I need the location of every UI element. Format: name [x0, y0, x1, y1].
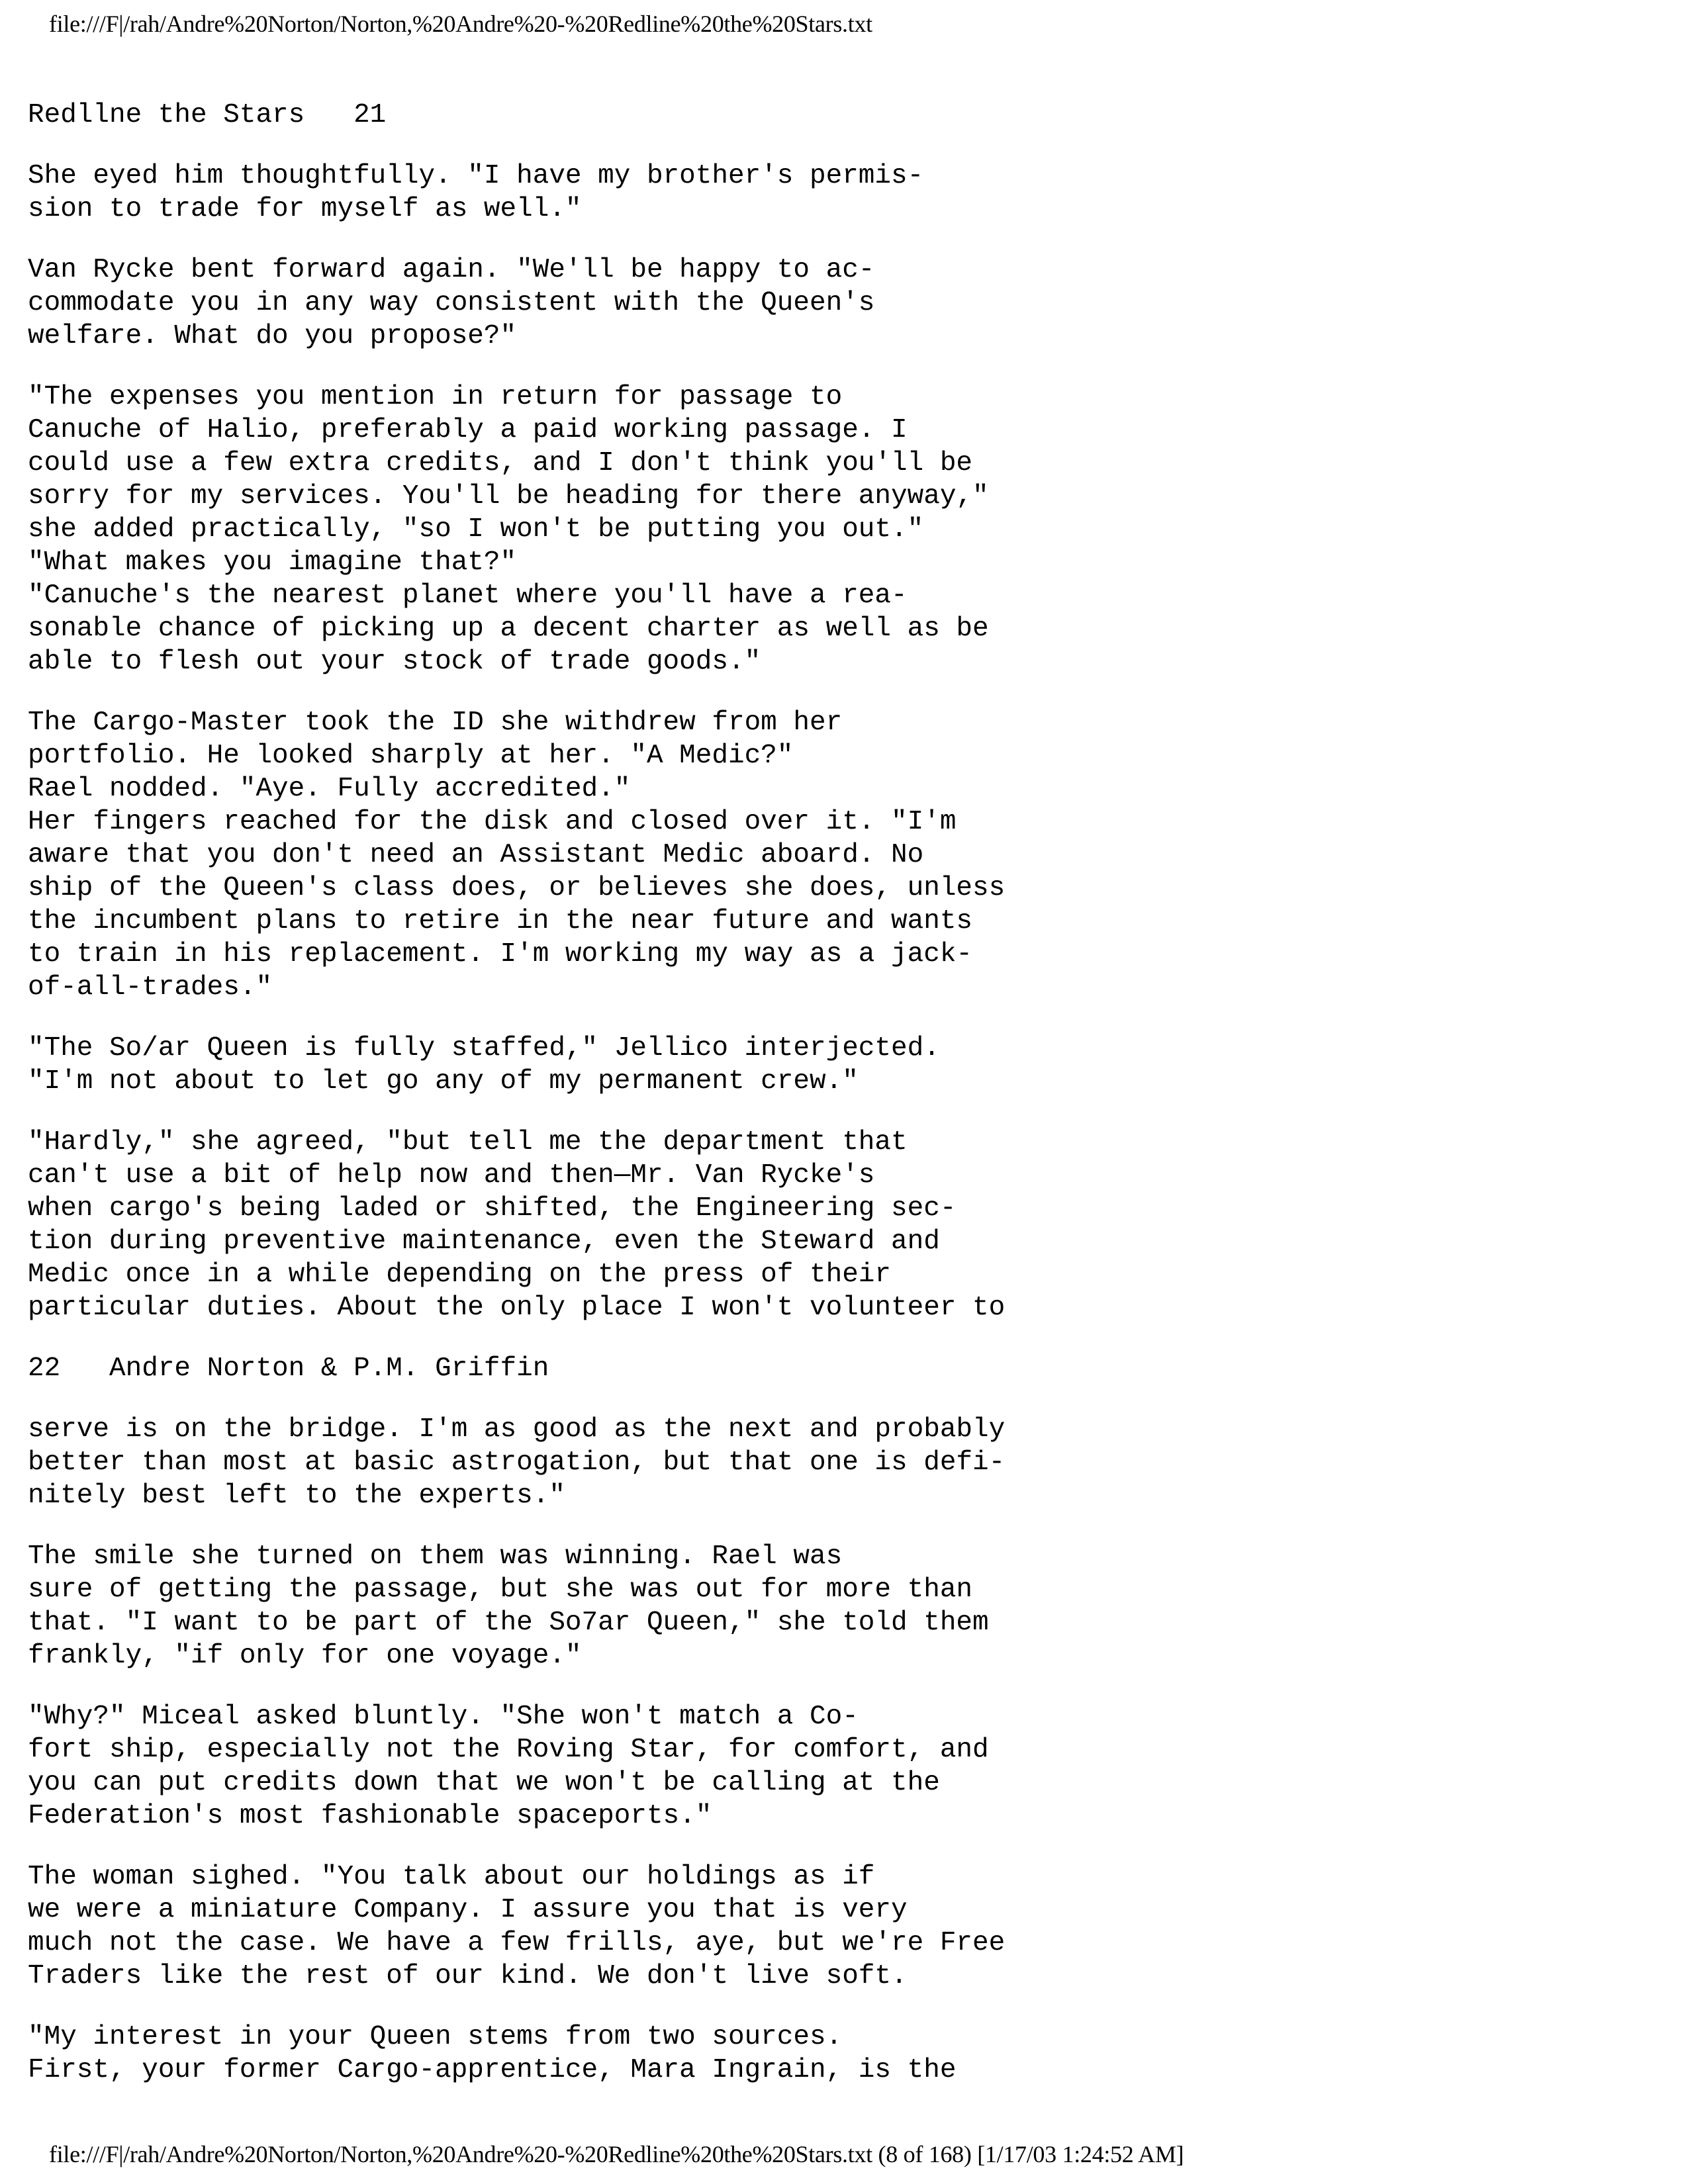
text-line: could use a few extra credits, and I don't think you'll be [28, 448, 973, 478]
text-line: portfolio. He looked sharply at her. "A Medic?" [28, 741, 794, 771]
text-line: "Why?" Miceal asked bluntly. "She won't match a Co- [28, 1702, 859, 1732]
text-line: The smile she turned on them was winning. Rael was [28, 1541, 843, 1572]
text-line: Rael nodded. "Aye. Fully accredited." [28, 774, 631, 804]
text-line: frankly, "if only for one voyage." [28, 1641, 582, 1671]
text-line: aware that you don't need an Assistant Medic aboard. No [28, 840, 924, 870]
text-line: we were a miniature Company. I assure you that is very [28, 1895, 908, 1925]
text-line: Redllne the Stars 21 [28, 100, 387, 130]
text-line: Van Rycke bent forward again. "We'll be happy to ac- [28, 255, 875, 285]
text-line: "The So/ar Queen is fully staffed," Jellico interjected. [28, 1033, 940, 1064]
text-paragraph [28, 381, 1656, 678]
text-line: of-all-trades." [28, 972, 273, 1003]
text-line: The woman sighed. "You talk about our holdings as if [28, 1862, 875, 1892]
text-paragraph [28, 1126, 1656, 1324]
text-paragraph [28, 1352, 1656, 1385]
text-line: "Canuche's the nearest planet where you'll have a rea- [28, 580, 908, 611]
file-path-footer: file:///F|/rah/Andre%20Norton/Norton,%20Andre%20-%20Redline%20the%20Stars.txt (8 of 168) [1/17/03 1:24:52 AM] [49, 2141, 1184, 2167]
text-line: you can put credits down that we won't be calling at the [28, 1768, 940, 1798]
text-line: 22 Andre Norton & P.M. Griffin [28, 1353, 549, 1384]
file-path-header: file:///F|/rah/Andre%20Norton/Norton,%20Andre%20-%20Redline%20the%20Stars.txt [49, 11, 872, 37]
text-line: can't use a bit of help now and then—Mr. Van Rycke's [28, 1160, 875, 1191]
text-line: She eyed him thoughtfully. "I have my brother's permis- [28, 161, 924, 191]
text-paragraph [28, 1540, 1656, 1672]
text-paragraph [28, 2021, 1656, 2087]
text-line: serve is on the bridge. I'm as good as the next and probably [28, 1414, 1006, 1445]
text-line: that. "I want to be part of the So7ar Queen," she told them [28, 1608, 989, 1638]
text-line: "What makes you imagine that?" [28, 547, 517, 578]
text-line: "The expenses you mention in return for passage to [28, 382, 843, 412]
text-line: fort ship, especially not the Roving Star, for comfort, and [28, 1735, 989, 1765]
text-line: much not the case. We have a few frills, aye, but we're Free [28, 1928, 1006, 1958]
text-line: to train in his replacement. I'm working my way as a jack- [28, 939, 973, 970]
text-line: "Hardly," she agreed, "but tell me the department that [28, 1127, 908, 1158]
text-line: sorry for my services. You'll be heading for there anyway," [28, 481, 989, 512]
text-line: able to flesh out your stock of trade goods." [28, 647, 761, 677]
document-text [28, 99, 1656, 2115]
text-line: Traders like the rest of our kind. We don't live soft. [28, 1961, 908, 1991]
text-paragraph [28, 253, 1656, 353]
text-line: Federation's most fashionable spaceports." [28, 1801, 712, 1831]
text-line: The Cargo-Master took the ID she withdrew from her [28, 707, 843, 738]
text-line: when cargo's being laded or shifted, the Engineering sec- [28, 1193, 957, 1224]
text-line: tion during preventive maintenance, even the Steward and [28, 1226, 940, 1257]
text-paragraph [28, 99, 1656, 132]
text-paragraph [28, 706, 1656, 1004]
text-line: nitely best left to the experts." [28, 1480, 565, 1511]
text-line: ship of the Queen's class does, or believes she does, unless [28, 873, 1006, 903]
text-paragraph [28, 1413, 1656, 1512]
text-line: sion to trade for myself as well." [28, 194, 582, 224]
text-line: sonable chance of picking up a decent charter as well as be [28, 614, 989, 644]
text-paragraph [28, 1032, 1656, 1098]
text-line: Medic once in a while depending on the press of their [28, 1259, 892, 1290]
text-line: commodate you in any way consistent with the Queen's [28, 288, 875, 318]
text-line: "My interest in your Queen stems from two sources. [28, 2022, 843, 2052]
text-line: better than most at basic astrogation, but that one is defi- [28, 1447, 1006, 1478]
text-paragraph [28, 159, 1656, 226]
text-paragraph [28, 1700, 1656, 1833]
text-line: Canuche of Halio, preferably a paid working passage. I [28, 415, 908, 445]
text-line: particular duties. About the only place I won't volunteer to [28, 1293, 1006, 1323]
text-line: Her fingers reached for the disk and closed over it. "I'm [28, 807, 957, 837]
text-line: First, your former Cargo-apprentice, Mara Ingrain, is the [28, 2055, 957, 2085]
text-line: she added practically, "so I won't be putting you out." [28, 514, 924, 545]
text-paragraph [28, 1860, 1656, 1993]
text-line: sure of getting the passage, but she was out for more than [28, 1574, 973, 1605]
text-line: "I'm not about to let go any of my permanent crew." [28, 1066, 859, 1097]
text-line: the incumbent plans to retire in the near future and wants [28, 906, 973, 936]
text-line: welfare. What do you propose?" [28, 321, 517, 351]
